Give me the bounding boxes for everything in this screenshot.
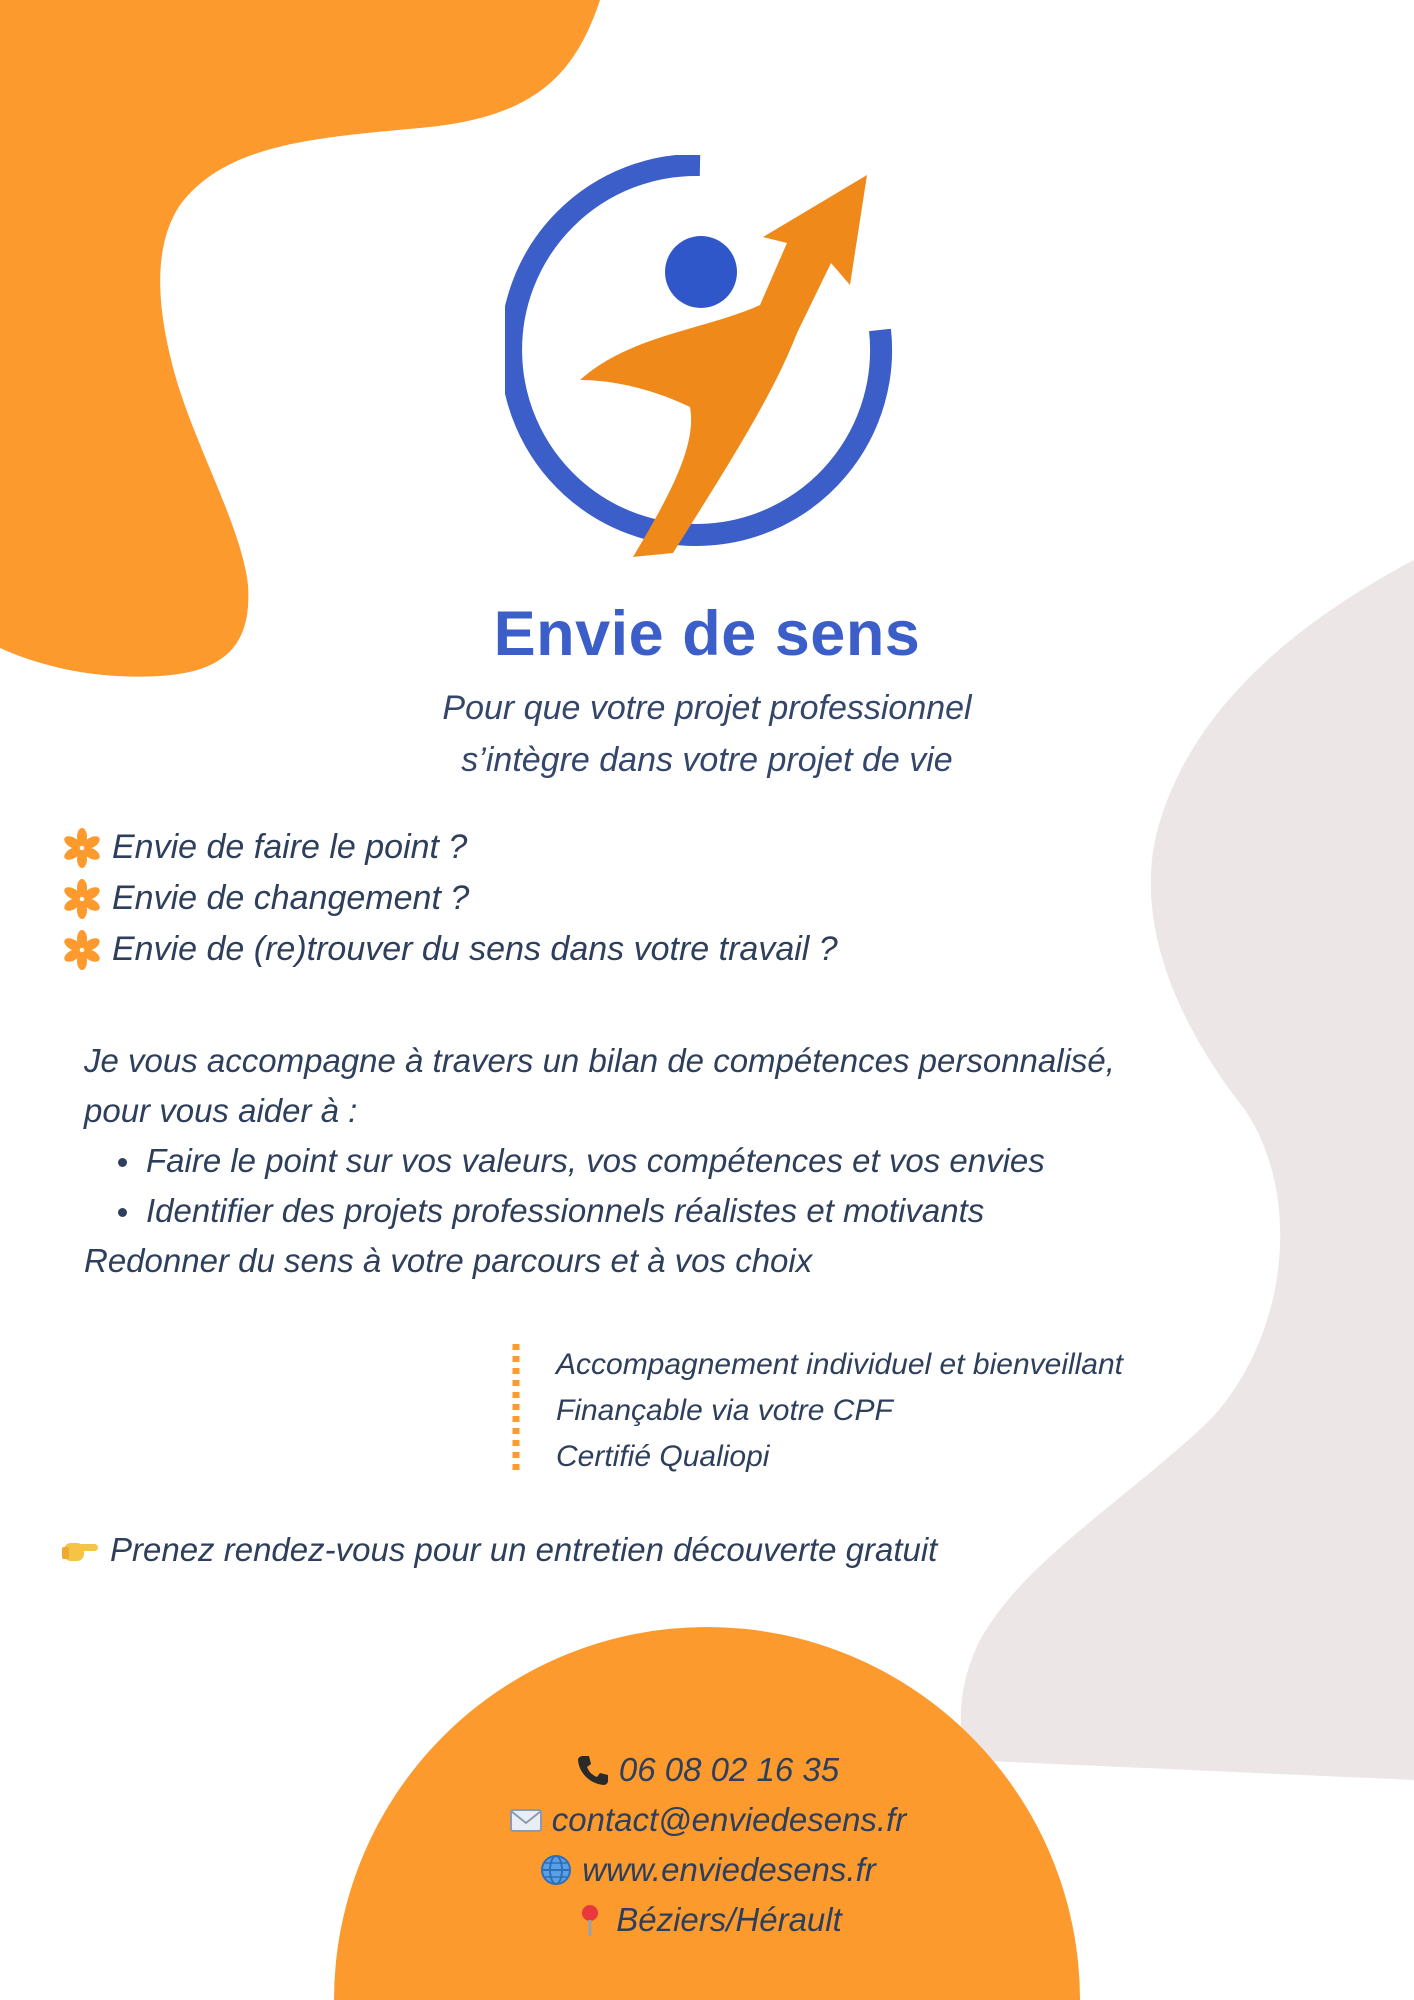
- contact-text: 06 08 02 16 35: [618, 1751, 840, 1788]
- location-pin-icon: [572, 1902, 608, 1938]
- asterisk-icon: [62, 828, 102, 868]
- intro-bullet: Identifier des projets professionnels réalistes et motivants: [146, 1186, 1115, 1236]
- contact-block: [300, 1745, 1114, 1945]
- question-list: [62, 822, 838, 975]
- envelope-icon: [508, 1802, 544, 1838]
- feature-item: Finançable via votre CPF: [556, 1394, 893, 1427]
- contact-location: [300, 1895, 1114, 1945]
- asterisk-icon: [62, 879, 102, 919]
- question-text: Envie de faire le point ?: [112, 828, 468, 866]
- dotted-divider: [512, 1342, 520, 1478]
- contact-email[interactable]: [300, 1795, 1114, 1845]
- contact-text: Béziers/Hérault: [616, 1901, 842, 1938]
- logo-head: [665, 236, 737, 308]
- contact-text: contact@enviedesens.fr: [551, 1801, 907, 1838]
- intro-block: [84, 1036, 1115, 1286]
- subtitle-line: s’intègre dans votre projet de vie: [461, 741, 953, 779]
- contact-website[interactable]: [300, 1845, 1114, 1895]
- intro-bullet: Faire le point sur vos valeurs, vos compétences et vos envies: [146, 1136, 1115, 1186]
- cta-text: Prenez rendez-vous pour un entretien découverte gratuit: [110, 1531, 938, 1568]
- features-block: [512, 1342, 1123, 1480]
- brand-subtitle: [0, 682, 1414, 786]
- intro-line: Je vous accompagne à travers un bilan de compétences personnalisé,: [84, 1042, 1115, 1079]
- question-item: [62, 822, 838, 873]
- intro-line: pour vous aider à :: [84, 1092, 358, 1129]
- logo-figure-arrow: [580, 175, 867, 557]
- question-text: Envie de changement ?: [112, 879, 470, 917]
- question-item: [62, 924, 838, 975]
- phone-icon: [575, 1752, 611, 1788]
- person-arrow-circle-logo: [505, 155, 895, 565]
- asterisk-icon: [62, 930, 102, 970]
- pointing-hand-icon: [60, 1535, 100, 1565]
- brand-title: Envie de sens: [493, 599, 921, 669]
- question-item: [62, 873, 838, 924]
- intro-closing: Redonner du sens à votre parcours et à vos choix: [84, 1242, 813, 1279]
- subtitle-line: Pour que votre projet professionnel: [442, 689, 972, 727]
- feature-item: Accompagnement individuel et bienveillant: [556, 1348, 1124, 1381]
- cta-line: [60, 1531, 937, 1569]
- contact-phone[interactable]: [300, 1745, 1114, 1795]
- feature-item: Certifié Qualiopi: [556, 1440, 770, 1473]
- globe-icon: [538, 1852, 574, 1888]
- intro-bullet-list: [84, 1136, 1115, 1236]
- contact-text: www.enviedesens.fr: [582, 1851, 876, 1888]
- question-text: Envie de (re)trouver du sens dans votre travail ?: [112, 930, 838, 968]
